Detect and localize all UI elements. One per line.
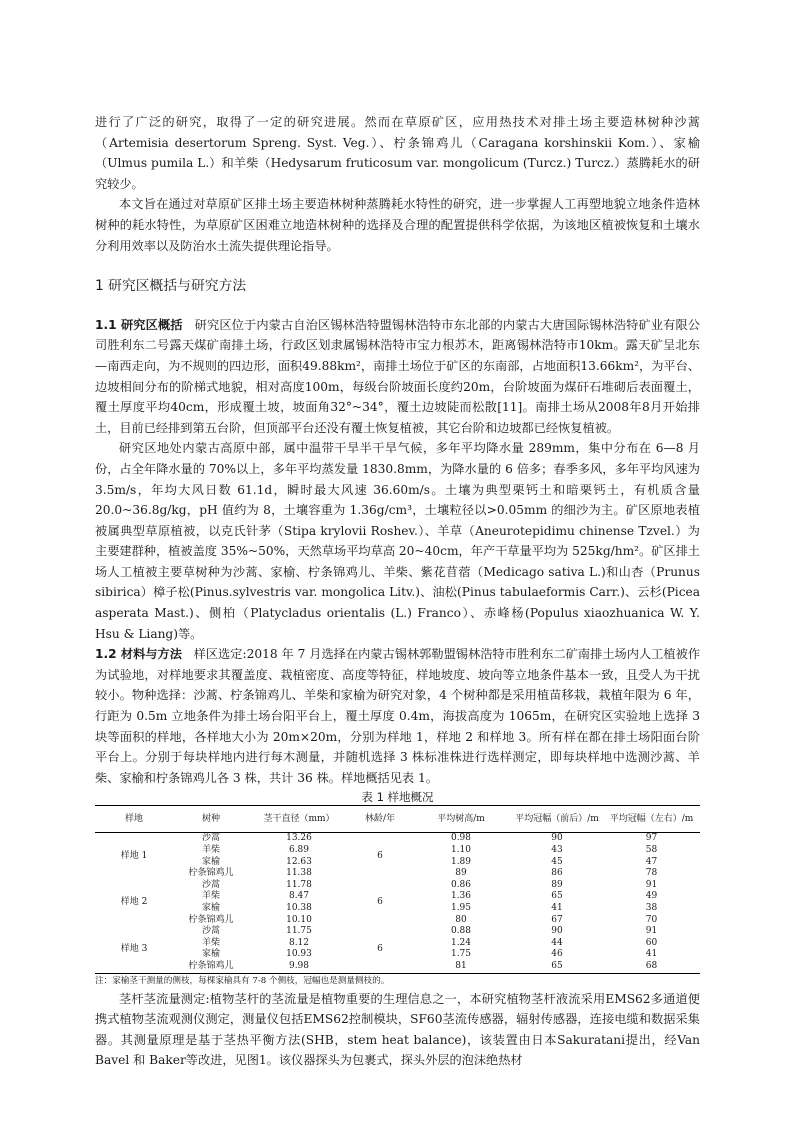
table-caption: 表 1 样地概况 [361,790,434,805]
cell-mean-height: 0.88 [450,926,472,937]
subsection-heading-1-1: 1.1 研究区概括 [95,317,183,332]
cell-crown-left-right: 41 [645,949,658,960]
cell-age: 6 [377,897,383,908]
cell-crown-front-back: 90 [551,833,563,844]
cell-species: 羊柴 [201,845,220,855]
table-body [95,833,700,973]
cell-species: 柠条锦鸡儿 [188,960,234,971]
cell-mean-height: 89 [455,868,467,879]
header-mean-height: 平均树高/m [437,813,485,824]
cell-crown-front-back: 41 [551,902,563,913]
cell-plot: 样地 3 [120,943,148,954]
cell-mean-height: 1.24 [450,937,472,948]
cell-crown-left-right: 97 [645,833,658,844]
paragraph-sap-flow: 茎杆茎流量测定:植物茎杆的茎流量是植物重要的生理信息之一，本研究植物茎杆液流采用EMS62多通道便携式植物茎流观测仪测定，测量仪包括EMS62控制模块，SF60茎流传感器，辐射传感器，连接电缆和数据采集器。其测量原理是基于茎热平衡方法(SHB，stem heat balance)，该装置由日本Sakuratani提出，经Van Bavel 和 Baker等改进，见图1。该仪器探头为包裹式，探头外层的泡沫绝热材 [95,991,700,1068]
cell-stem-diameter: 8.47 [288,891,310,902]
cell-mean-height: 81 [455,960,467,971]
cell-crown-front-back: 44 [551,937,563,948]
cell-crown-front-back: 90 [551,926,563,937]
cell-crown-front-back: 45 [551,856,563,867]
table-row [95,880,700,892]
cell-stem-diameter: 11.38 [286,868,312,879]
cell-mean-height: 1.10 [450,845,472,855]
cell-mean-height: 1.36 [450,891,472,902]
cell-stem-diameter: 12.63 [286,856,312,867]
cell-species: 家榆 [201,949,220,960]
cell-mean-height: 80 [455,914,467,925]
cell-species: 沙蒿 [201,833,220,844]
cell-stem-diameter: 11.78 [286,879,312,890]
cell-crown-left-right: 70 [645,914,658,925]
table-header-row [95,806,700,833]
cell-crown-front-back: 86 [551,868,563,879]
cell-species: 沙蒿 [201,926,220,937]
cell-crown-front-back: 46 [551,949,563,960]
cell-mean-height: 1.95 [450,902,472,913]
cell-stem-diameter: 9.98 [288,960,310,971]
cell-stem-diameter: 13.26 [286,833,312,844]
cell-age: 6 [377,850,383,861]
cell-crown-left-right: 58 [645,845,658,855]
cell-plot: 样地 2 [120,897,148,908]
cell-crown-front-back: 65 [551,891,563,902]
cell-stem-diameter: 6.89 [288,845,310,855]
cell-crown-left-right: 78 [645,868,658,879]
cell-crown-left-right: 91 [645,879,658,890]
header-species: 树种 [201,813,220,824]
paragraph-intro-end: 进行了广泛的研究，取得了一定的研究进展。然而在草原矿区，应用热技术对排土场主要造林树种沙蒿（Artemisia desertorum Spreng. Syst. Veg.）、柠条锦鸡儿（Caragana korshinskii Kom.）、家榆（Ulmus pumila L.）和羊柴（Hedysarum fruticosum var. mongolicum (Turcz.) Turcz.）蒸腾耗水的研究较少。 [95,115,700,191]
study-area-text: 研究区位于内蒙古自治区锡林浩特盟锡林浩特市东北部的内蒙古大唐国际锡林浩特矿业有限公司胜利东二号露天煤矿南排土场，行政区划隶属锡林浩特市宝力根苏木，距离锡林浩特市10km。露天矿呈北东—南西走向，为不规则的四边形，面积49.88km²，南排土场位于矿区的东南部，占地面积13.66km²，为平台、边坡相间分布的阶梯式地貌，相对高度100m，每级台阶坡面长度约20m，台阶坡面为煤矸石堆砌后表面覆土，覆土厚度平均40cm，形成覆土坡，坡面角32°~34°，覆土边坡陡而松散[11]。南排土场从2008年8月开始排土，目前已经排到第五台阶，但顶部平台还没有覆土恢复植被，其它台阶和边坡都已经恢复植被。 [95,317,700,435]
cell-species: 羊柴 [201,937,220,948]
paragraph-study-area [95,315,700,439]
cell-species: 柠条锦鸡儿 [188,868,234,879]
cell-crown-left-right: 68 [645,960,658,971]
cell-plot: 样地 1 [120,850,148,861]
cell-crown-left-right: 47 [645,856,658,867]
header-age: 林龄/年 [364,813,396,824]
section-heading-1: 1 研究区概括与研究方法 [95,278,247,295]
paragraph-purpose: 本文旨在通过对草原矿区排土场主要造林树种蒸腾耗水特性的研究，进一步掌握人工再塑地貌立地条件造林树种的耗水特性，为草原矿区困难立地造林树种的选择及合理的配置提供科学依据，为该地区植被恢复和土壤水分利用效率以及防治水土流失提供理论指导。 [95,197,700,253]
subsection-heading-1-2: 1.2 材料与方法 [95,647,182,662]
cell-species: 柠条锦鸡儿 [188,914,234,925]
cell-crown-front-back: 67 [551,914,563,925]
cell-species: 沙蒿 [201,879,220,890]
cell-crown-left-right: 38 [645,902,658,913]
cell-species: 家榆 [201,902,220,913]
cell-crown-front-back: 43 [551,845,563,855]
cell-species: 羊柴 [201,891,220,902]
table-note: 注：家榆茎干测量的侧枝，每棵家榆具有 7-8 个侧枝，冠幅也是测量侧枝的。 [95,975,390,986]
cell-stem-diameter: 8.12 [288,937,310,948]
cell-crown-left-right: 60 [645,937,658,948]
paragraph-climate: 研究区地处内蒙古高原中部，属中温带干旱半干旱气候，多年平均降水量 289mm，集中分布在 6—8 月份，占全年降水量的 70%以上，多年平均蒸发量 1830.8mm，为降水量的 6 倍多；春季多风，多年平均风速为 3.5m/s，年均大风日数 61.1d，瞬时最大风速 36.60m/s。土壤为典型栗钙土和暗栗钙土，有机质含量 20.0~36.8g/kg，pH 值约为 8，土壤容重为 1.36g/cm³，土壤粒径以>0.05mm 的细沙为主。矿区原地表植被属典型草原植被，以克氏针茅（Stipa krylovii Roshev.）、羊草（Aneurotepidimu chinense Tzvel.）为主要建群种，植被盖度 35%~50%，天然草场平均草高 20~40cm，年产干草量平均为 525kg/hm²。矿区排土场人工植被主要草树种为沙蒿、家榆、柠条锦鸡儿、羊柴、紫花苜蓿（Medicago sativa L.)和山杏（Prunus sibirica）樟子松(Pinus.sylvestris var. mongolica Litv.)、油松(Pinus tabulaeformis Carr.)、云杉(Picea asperata Mast.)、侧柏（Platycladus orientalis (L.) Franco）、赤峰杨(Populus xiaozhuanica W. Y. Hsu & Liang)等。 [95,441,700,641]
header-crown-left-right: 平均冠幅（左右）/m [609,813,694,824]
cell-species: 家榆 [201,856,220,867]
cell-mean-height: 0.98 [450,833,472,844]
cell-stem-diameter: 11.75 [286,926,312,937]
cell-crown-left-right: 91 [645,926,658,937]
paragraph-methods [95,644,700,788]
cell-stem-diameter: 10.10 [286,914,312,925]
cell-stem-diameter: 10.93 [286,949,312,960]
cell-mean-height: 1.75 [450,949,472,960]
plot-overview-table [95,805,700,973]
paper-page [95,112,700,1071]
header-stem-diameter: 茎干直径（mm） [263,813,335,824]
methods-text: 样区选定:2018 年 7 月选择在内蒙古锡林郭勒盟锡林浩特市胜利东二矿南排土场内人工植被作为试验地，对样地要求其覆盖度、栽植密度、高度等特征，样地坡度、坡向等立地条件基本一致，且受人为干扰较小。物种选择：沙蒿、柠条锦鸡儿、羊柴和家榆为研究对象，4 个树种都是采用植苗移栽，栽植年限为 6 年，行距为 0.5m 立地条件为排土场台阳平台上，覆土厚度 0.4m，海拔高度为 1065m，在研究区实验地上选择 3 块等面积的样地，各样地大小为 20m×20m，分别为样地 1，样地 2 和样地 3。所有样在都在排土场阳面台阶平台上。分别于每块样地内进行每木测量，并随机选择 3 株标准株进行选样测定，即每块样地中选测沙蒿、羊柴、家榆和柠条锦鸡儿各 3 株，共计 36 株。样地概括见表 1。 [95,647,701,785]
table-row [95,833,700,845]
cell-crown-left-right: 49 [645,891,658,902]
cell-mean-height: 1.89 [450,856,472,867]
header-crown-front-back: 平均冠幅（前后）/m [515,813,599,824]
cell-stem-diameter: 10.38 [286,902,312,913]
cell-crown-front-back: 65 [551,960,563,971]
cell-crown-front-back: 89 [551,879,563,890]
cell-mean-height: 0.86 [450,879,472,890]
cell-age: 6 [377,943,383,954]
header-plot: 样地 [124,813,143,824]
table-row [95,926,700,938]
